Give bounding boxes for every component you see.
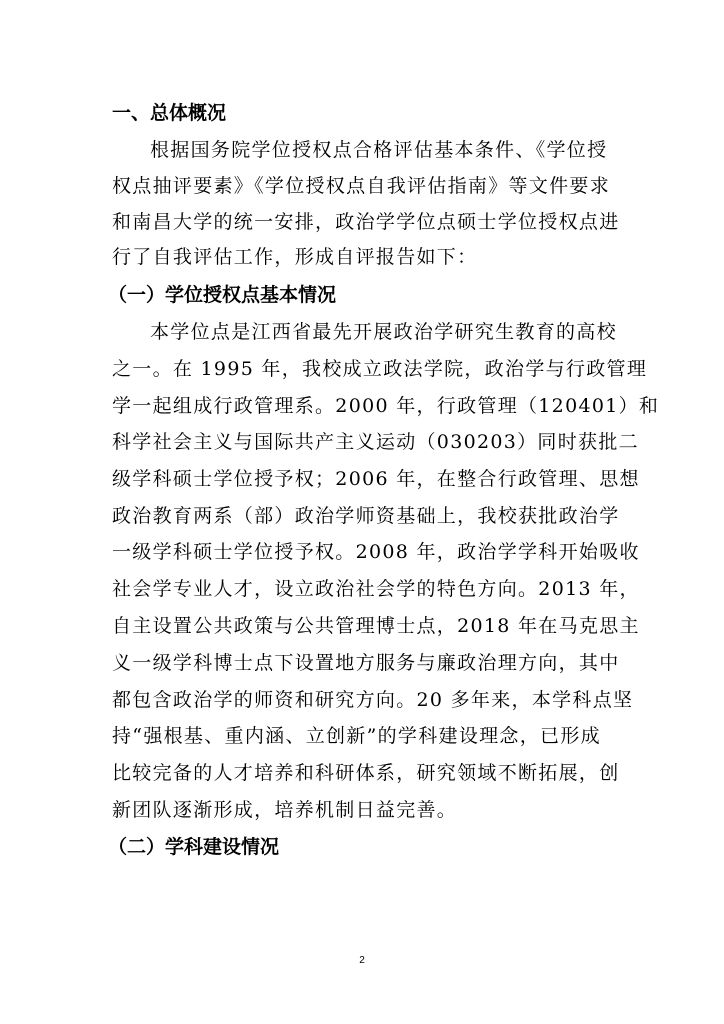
section-title: 一、总体概况 [112, 102, 227, 124]
intro-line: 行了自我评估工作，形成自评报告如下： [112, 246, 478, 268]
paragraph-line: 自主设置公共政策与公共管理博士点，2018 年在马克思主 [112, 615, 640, 637]
subsection-title-basic-info: （一）学位授权点基本情况 [108, 284, 337, 306]
paragraph-line: 政治教育两系（部）政治学师资基础上，我校获批政治学 [112, 505, 620, 527]
intro-line: 根据国务院学位授权点合格评估基本条件、《学位授 [150, 139, 608, 161]
paragraph-line: 新团队逐渐形成，培养机制日益完善。 [112, 799, 458, 821]
paragraph-line: 社会学专业人才，设立政治社会学的特色方向。2013 年， [112, 578, 640, 600]
paragraph-line: 本学位点是江西省最先开展政治学研究生教育的高校 [150, 321, 617, 343]
paragraph-line: 之一。在 1995 年，我校成立政法学院，政治学与行政管理 [112, 358, 648, 380]
paragraph-line: 级学科硕士学位授予权；2006 年，在整合行政管理、思想 [112, 468, 640, 490]
page-number: 2 [359, 955, 365, 966]
paragraph-line: 科学社会主义与国际共产主义运动（030203）同时获批二 [112, 431, 639, 453]
intro-line: 和南昌大学的统一安排，政治学学位点硕士学位授权点进 [112, 211, 620, 233]
paragraph-line: 比较完备的人才培养和科研体系，研究领域不断拓展，创 [112, 762, 620, 784]
paragraph-line: 一级学科硕士学位授予权。2008 年，政治学学科开始吸收 [112, 541, 640, 563]
subsection-title-discipline: （二）学科建设情况 [108, 836, 280, 858]
intro-line: 权点抽评要素》《学位授权点自我评估指南》等文件要求 [112, 175, 611, 197]
paragraph-line: 持“强根基、重内涵、立创新”的学科建设理念，已形成 [112, 725, 601, 747]
paragraph-line: 学一起组成行政管理系。2000 年，行政管理（120401）和 [112, 395, 660, 417]
paragraph-line: 义一级学科博士点下设置地方服务与廉政治理方向，其中 [112, 652, 620, 674]
paragraph-line: 都包含政治学的师资和研究方向。20 多年来，本学科点坚 [112, 689, 634, 711]
